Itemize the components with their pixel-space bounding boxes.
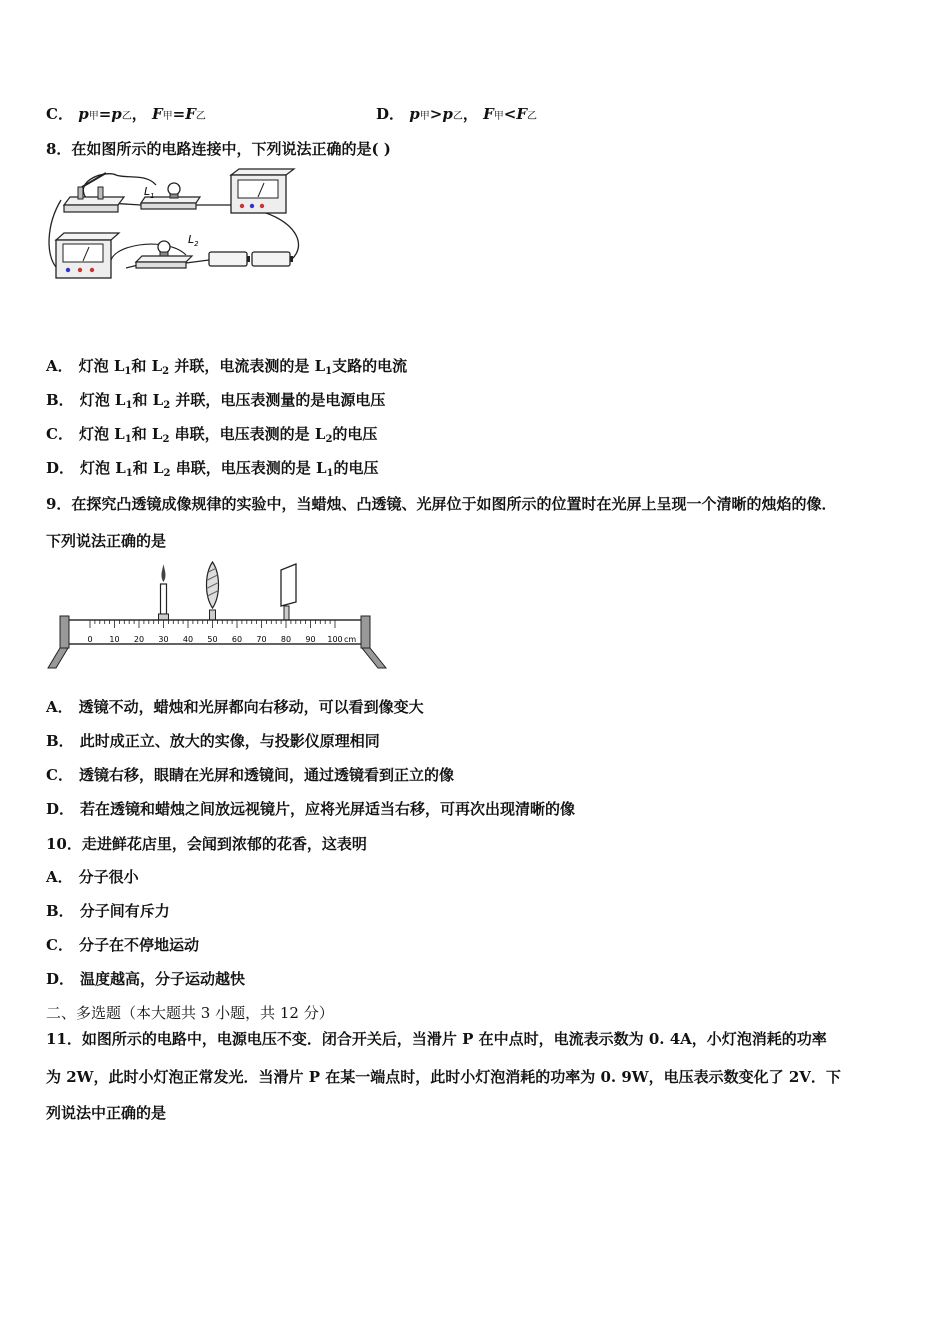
option-text: 透镜右移，眼睛在光屏和透镜间，通过透镜看到正立的像 [78,766,454,784]
subscript: 2 [162,366,170,377]
bench-leg-left [48,648,68,668]
option-text: 温度越高，分子运动越快 [80,970,246,988]
subscript: 2 [325,434,333,445]
meter-bottom [56,233,119,278]
bench-leg-right [362,648,386,668]
option-letter: A． [46,698,73,716]
option-text-part: 并联，电流表测的是 L [169,357,326,375]
option-text: 分子间有斥力 [79,902,170,920]
option-text-part: 和 L [132,391,164,409]
option-letter: D． [46,800,75,818]
option-letter: A． [46,868,73,886]
comma: ， [131,105,147,123]
ruler-tick-label: 50 [207,635,218,644]
option-item [46,968,245,989]
option-item [46,900,170,921]
option-letter: B． [46,391,74,409]
subscript: 1 [125,400,133,411]
subscript-yi: 乙 [452,111,463,122]
option-letter: C． [46,425,73,443]
option-item [46,798,575,819]
symbol-p: p [78,105,89,123]
option-item [46,730,380,751]
battery-pack [209,252,293,266]
option-text: 此时成正立、放大的实像，与投影仪原理相同 [79,732,380,750]
option-text-part: 和 L [131,357,163,375]
ruler-tick-label: 20 [133,635,145,644]
wire [186,260,209,263]
option-item [46,934,199,955]
section-title: 二、多选题（本大题共 3 小题，共 12 分） [46,1004,334,1022]
option-text-part: 灯泡 L [80,459,126,477]
subscript: 1 [124,366,132,377]
option-letter: C． [46,936,73,954]
option-text-part: 灯泡 L [78,425,125,443]
q11-line2: 为 2W，此时小灯泡正常发光．当滑片 P 在某一端点时，此时小灯泡消耗的功率为 0. 9W，电压表示数变化了 2V．下 [46,1068,841,1086]
option-text-part: 灯泡 L [79,391,126,409]
greater-sign: > [429,105,443,123]
subscript-jia: 甲 [88,111,99,122]
ruler-tick-label: 70 [256,635,267,644]
bench-end-right [361,616,370,648]
subscript: 1 [326,468,334,479]
option-item [46,423,377,445]
subscript: 2 [162,434,170,445]
q11-line1: 11．如图所示的电路中，电源电压不变．闭合开关后，当滑片 P 在中点时，电流表示数为 0. 4A，小灯泡消耗的功率 [46,1030,827,1048]
lamp-l2-label: $L_2$ [188,233,199,248]
option-item [46,696,424,717]
symbol-f: F [483,105,494,123]
ruler-tick-label: 90 [305,635,316,644]
prev-option-c [46,103,206,124]
optical-bench-diagram [46,558,391,673]
less-sign: < [503,105,517,123]
option-item [46,355,407,377]
option-text: 分子很小 [78,868,139,886]
option-text-part: 和 L [132,459,164,477]
equals-sign: = [172,105,186,123]
option-letter: D． [46,459,75,477]
ruler-tick-label: 80 [280,635,292,644]
ruler-tick-label: 60 [231,635,243,644]
option-item [46,866,139,887]
subscript: 1 [124,434,132,445]
equals-sign: = [98,105,112,123]
option-letter: C． [46,105,73,123]
q9-stem-line1: 9．在探究凸透镜成像规律的实验中，当蜡烛、凸透镜、光屏位于如图所示的位置时在光屏上呈现一个清晰的烛焰的像． [46,495,837,513]
subscript: 2 [163,400,171,411]
subscript-jia: 甲 [493,111,504,122]
ruler-tick-label: 30 [158,635,169,644]
subscript-jia: 甲 [162,111,173,122]
option-text-part: 串联，电压表测的是 L [170,459,327,477]
lamp-l1 [141,183,200,209]
ruler-tick-label: 0 [87,635,93,644]
switch [64,173,124,212]
option-text: 若在透镜和蜡烛之间放远视镜片，应将光屏适当右移，可再次出现清晰的像 [80,800,576,818]
lamp-l1-label: $L_1$ [144,185,155,200]
subscript-yi: 乙 [526,111,537,122]
symbol-f: F [152,105,163,123]
ruler-tick-label: 40 [182,635,194,644]
option-text: 透镜不动，蜡烛和光屏都向右移动，可以看到像变大 [78,698,424,716]
convex-lens [207,562,219,620]
subscript: 1 [125,468,133,479]
option-text-part: 和 L [131,425,163,443]
subscript-yi: 乙 [121,111,132,122]
option-item [46,764,454,785]
option-letter: C． [46,766,73,784]
option-text-part: 灯泡 L [78,357,125,375]
q9-stem-line2: 下列说法正确的是 [46,532,167,550]
q8-stem: 8．在如图所示的电路连接中，下列说法正确的是( ) [46,140,391,158]
option-item [46,389,385,411]
option-letter: B． [46,732,74,750]
symbol-f: F [516,105,527,123]
option-text-part: 并联，电压表测量的是电源电压 [170,391,386,409]
q10-stem: 10．走进鲜花店里，会闻到浓郁的花香，这表明 [46,835,367,853]
meter-top [231,169,294,213]
option-text-part: 的电压 [333,459,379,477]
ruler-tick-label: 100 [327,635,343,644]
symbol-p: p [409,105,420,123]
option-letter: A． [46,357,73,375]
option-text-part: 的电压 [332,425,378,443]
subscript: 1 [325,366,333,377]
option-letter: D． [376,105,405,123]
ruler-tick-label: 10 [109,635,120,644]
option-letter: B． [46,902,74,920]
comma: ， [462,105,478,123]
symbol-p: p [442,105,453,123]
option-text-part: 串联，电压表测的是 L [169,425,326,443]
circuit-diagram [46,165,311,287]
symbol-p: p [111,105,122,123]
symbol-f: F [185,105,196,123]
subscript-yi: 乙 [195,111,206,122]
prev-option-d [376,103,537,124]
subscript-jia: 甲 [419,111,430,122]
option-text: 分子在不停地运动 [78,936,199,954]
subscript: 2 [163,468,171,479]
ruler-unit-label: cm [344,635,357,644]
option-letter: D． [46,970,75,988]
candle [159,564,169,620]
q11-line3: 列说法中正确的是 [46,1104,167,1122]
light-screen [281,564,296,620]
option-item [46,457,379,479]
bench-end-left [60,616,69,648]
option-text-part: 支路的电流 [332,357,408,375]
